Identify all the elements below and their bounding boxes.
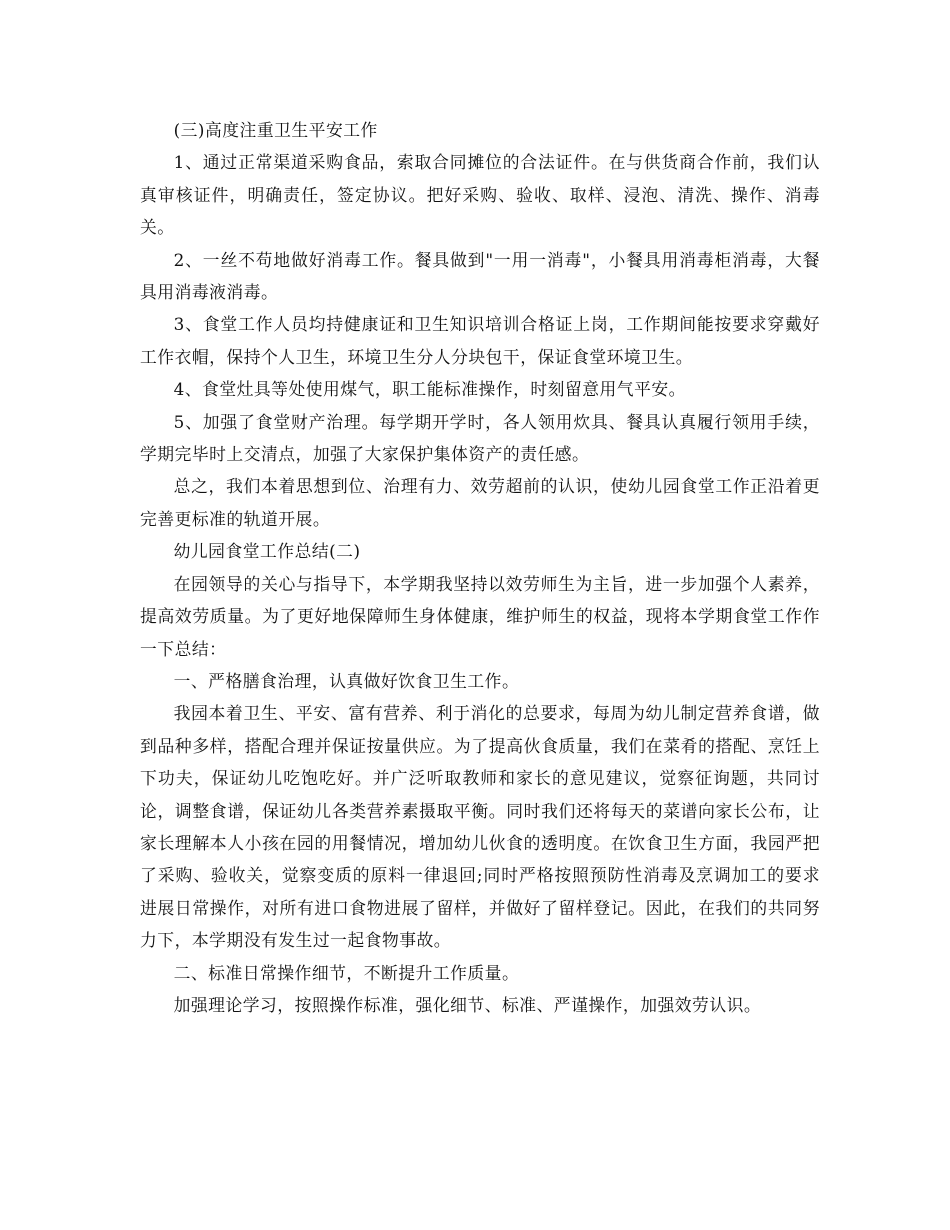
document-page <box>140 114 820 1021</box>
paragraph-conclusion: 总之，我们本着思想到位、治理有力、效劳超前的认识，使幼儿园食堂工作正沿着更完善更标准的轨道开展。 <box>140 476 820 529</box>
paragraph-disinfection: 2、一丝不苟地做好消毒工作。餐具做到"一用一消毒"，小餐具用消毒柜消毒，大餐具用消毒液消毒。 <box>140 249 820 303</box>
paragraph-procurement: 1、通过正常渠道采购食品，索取合同摊位的合法证件。在与供货商合作前，我们认真审核证件，明确责任，签定协议。把好采购、验收、取样、浸泡、清洗、操作、消毒关。 <box>140 152 820 238</box>
paragraph-staff-health: 3、食堂工作人员均持健康证和卫生知识培训合格证上岗，工作期间能按要求穿戴好工作衣帽，保持个人卫生，环境卫生分人分块包干，保证食堂环境卫生。 <box>140 314 820 367</box>
paragraph-property-management: 5、加强了食堂财产治理。每学期开学时，各人领用炊具、餐具认真履行领用手续，学期完毕时上交清点，加强了大家保护集体资产的责任感。 <box>140 411 820 465</box>
heading-diet-management: 一、严格膳食治理，认真做好饮食卫生工作。 <box>173 670 520 691</box>
paragraph-diet-details: 我园本着卫生、平安、富有营养、利于消化的总要求，每周为幼儿制定营养食谱，做到品种多样，搭配合理并保证按量供应。为了提高伙食质量，我们在菜肴的搭配、烹饪上下功夫，保证幼儿吃饱吃好。并广泛听取教师和家长的意见建议，觉察征询题，共同讨论，调整食谱，保证幼儿各类营养素摄取平衡。同时我们还将每天的菜谱向家长公布，让家长理解本人小孩在园的用餐情况，增加幼儿伙食的透明度。在饮食卫生方面，我园严把了采购、验收关，觉察变质的原料一律退回;同时严格按照预防性消毒及烹调加工的要求进展日常操作，对所有进口食物进展了留样，并做好了留样登记。因此，在我们的共同努力下，本学期没有发生过一起食物事故。 <box>140 703 820 951</box>
paragraph-introduction: 在园领导的关心与指导下，本学期我坚持以效劳师生为主旨，进一步加强个人素养，提高效劳质量。为了更好地保障师生身体健康，维护师生的权益，现将本学期食堂工作作一下总结： <box>140 573 820 659</box>
paragraph-gas-safety: 4、食堂灶具等处使用煤气，职工能标准操作，时刻留意用气平安。 <box>173 379 686 400</box>
section-heading-hygiene-safety: (三)高度注重卫生平安工作 <box>173 120 378 140</box>
paragraph-theory-study: 加强理论学习，按照操作标准，强化细节、标准、严谨操作，加强效劳认识。 <box>173 994 762 1015</box>
heading-daily-operations: 二、标准日常操作细节，不断提升工作质量。 <box>173 962 520 983</box>
section-title-summary-two: 幼儿园食堂工作总结(二) <box>173 541 361 562</box>
